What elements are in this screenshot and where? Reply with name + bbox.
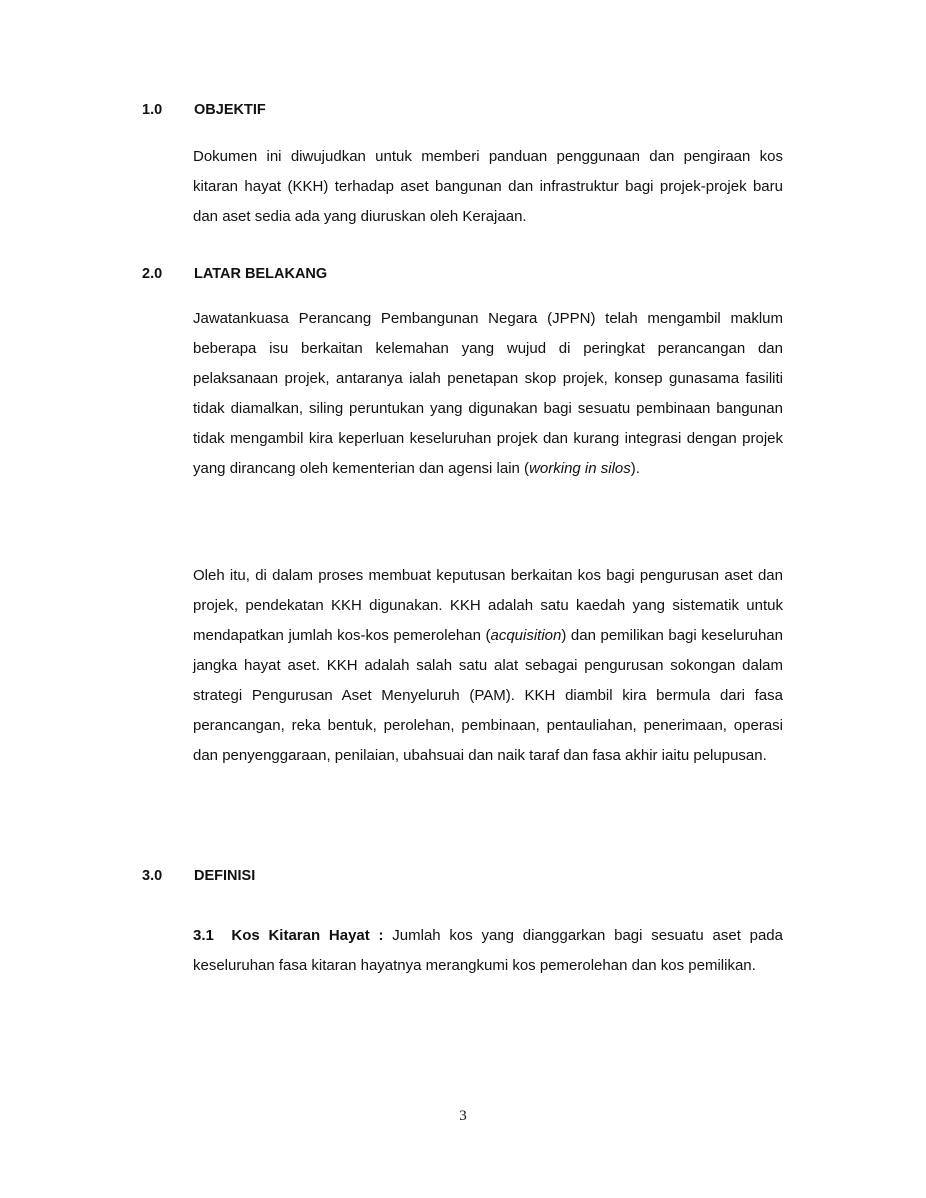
paragraph-latar-belakang-1: Jawatankuasa Perancang Pembangunan Negara (JPPN) telah mengambil maklum beberapa isu berkaitan kelemahan yang wujud di peringkat perancangan dan pelaksanaan projek, antaranya ialah penetapan skop projek, konsep gunasama fasiliti tidak diamalkan, siling peruntukan yang digunakan bagi sesuatu pembinaan bangunan tidak mengambil kira keperluan keseluruhan projek dan kurang integrasi dengan projek yang dirancang oleh kementerian dan agensi lain (working in silos). bbox=[193, 310, 783, 477]
paragraph-latar-belakang-2: Oleh itu, di dalam proses membuat keputusan berkaitan kos bagi pengurusan aset dan projek, pendekatan KKH digunakan. KKH adalah satu kaedah yang sistematik untuk mendapatkan jumlah kos-kos pemerolehan (acquisition) dan pemilikan bagi keseluruhan jangka hayat aset. KKH adalah salah satu alat sebagai pengurusan sokongan dalam strategi Pengurusan Aset Menyeluruh (PAM). KKH diambil kira bermula dari fasa perancangan, reka bentuk, perolehan, pembinaan, pentauliahan, penerimaan, operasi dan penyenggaraan, penilaian, ubahsuai dan naik taraf dan fasa akhir iaitu pelupusan. bbox=[193, 567, 783, 764]
definition-kos-kitaran-hayat bbox=[193, 921, 783, 981]
italic-term: working in silos bbox=[529, 460, 631, 477]
italic-term: acquisition bbox=[490, 627, 562, 644]
section-title: DEFINISI bbox=[194, 868, 256, 884]
definition-term: Kos Kitaran Hayat : bbox=[231, 927, 384, 944]
section-number: 3.0 bbox=[142, 868, 163, 884]
section-title: OBJEKTIF bbox=[194, 102, 266, 118]
paragraph-objektif: Dokumen ini diwujudkan untuk memberi panduan penggunaan dan pengiraan kos kitaran hayat (KKH) terhadap aset bangunan dan infrastruktur bagi projek-projek baru dan aset sedia ada yang diuruskan oleh Kerajaan. bbox=[193, 148, 783, 225]
section-number: 2.0 bbox=[142, 266, 163, 282]
subsection-number: 3.1 bbox=[193, 927, 214, 944]
definition-text: Jumlah kos yang dianggarkan bagi sesuatu aset pada keseluruhan fasa kitaran hayatnya merangkumi kos pemerolehan dan kos pemilikan. bbox=[193, 927, 783, 974]
section-number: 1.0 bbox=[142, 102, 163, 118]
section-title: LATAR BELAKANG bbox=[194, 266, 328, 282]
page-number: 3 bbox=[459, 1108, 467, 1124]
